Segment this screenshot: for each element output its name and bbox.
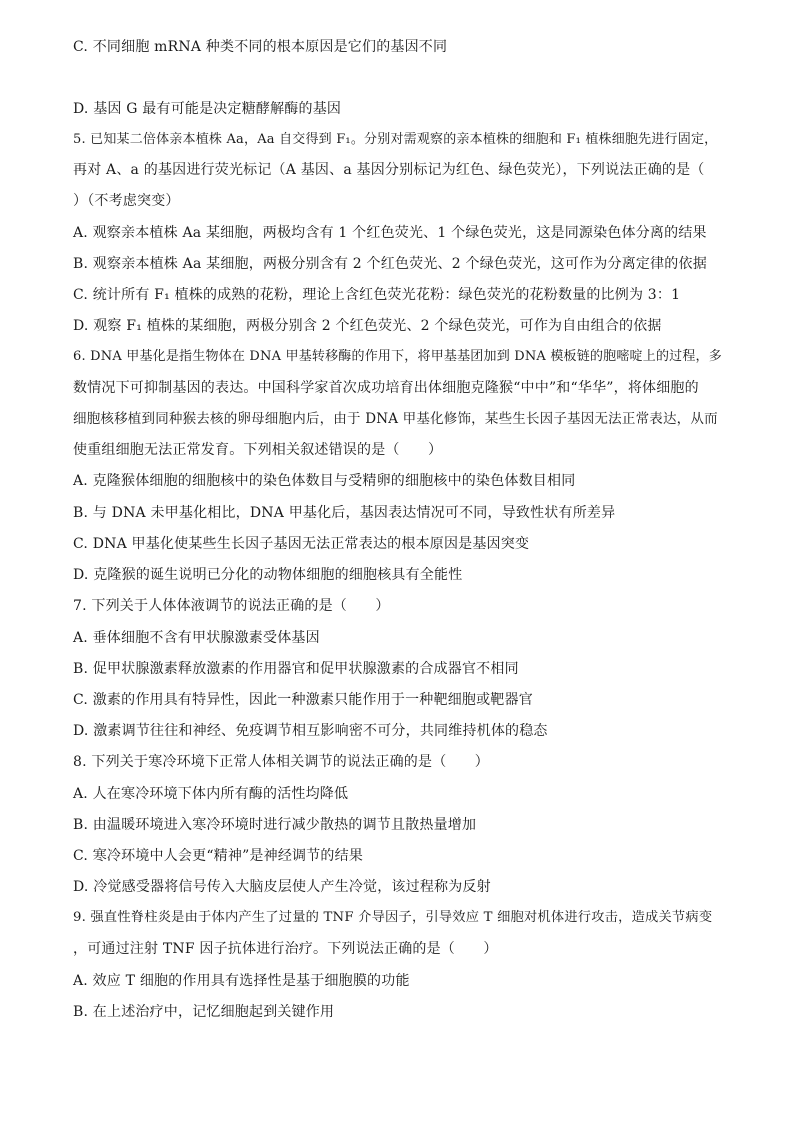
question-6-option-b: B. 与 DNA 未甲基化相比，DNA 甲基化后，基因表达情况可不同，导致性状有所差异: [73, 505, 616, 521]
question-5-option-a: A. 观察亲本植株 Aa 某细胞，两极均含有 1 个红色荧光、1 个绿色荧光，这是同源染色体分离的结果: [73, 225, 707, 241]
question-6-stem-line-4: 使重组细胞无法正常发育。下列相关叙述错误的是（ ）: [73, 442, 443, 458]
question-7-option-a: A. 垂体细胞不含有甲状腺激素受体基因: [73, 630, 320, 646]
question-9-option-a: A. 效应 T 细胞的作用具有选择性是基于细胞膜的功能: [73, 973, 410, 989]
question-8-option-d: D. 冷觉感受器将信号传入大脑皮层使人产生冷觉，该过程称为反射: [73, 879, 491, 895]
question-8-stem: 8. 下列关于寒冷环境下正常人体相关调节的说法正确的是（ ）: [73, 754, 490, 770]
question-5-option-c: C. 统计所有 F₁ 植株的成熟的花粉，理论上含红色荧光花粉：绿色荧光的花粉数量的比例为 3：1: [73, 287, 681, 303]
question-9-option-b: B. 在上述治疗中，记忆细胞起到关键作用: [73, 1004, 335, 1020]
question-7-option-b: B. 促甲状腺激素释放激素的作用器官和促甲状腺激素的合成器官不相同: [73, 661, 519, 677]
question-6-stem-line-2: 数情况下可抑制基因的表达。中国科学家首次成功培育出体细胞克隆猴“中中”和“华华”，将体细胞的: [73, 380, 699, 396]
question-8-option-a: A. 人在寒冷环境下体内所有酶的活性均降低: [73, 786, 349, 802]
question-6-stem-line-1: 6. DNA 甲基化是指生物体在 DNA 甲基转移酶的作用下，将甲基基团加到 DNA 模板链的胞嘧啶上的过程，多: [73, 349, 722, 364]
question-5-option-d: D. 观察 F₁ 植株的某细胞，两极分别含 2 个红色荧光、2 个绿色荧光，可作为自由组合的依据: [73, 318, 662, 334]
question-9-stem-line-1: 9. 强直性脊柱炎是由于体内产生了过量的 TNF 介导因子，引导效应 T 细胞对机体进行攻击，造成关节病变: [73, 910, 713, 925]
question-7-option-d: D. 激素调节往往和神经、免疫调节相互影响密不可分，共同维持机体的稳态: [73, 723, 548, 739]
question-6-stem-line-3: 细胞核移植到同种猴去核的卵母细胞内后，由于 DNA 甲基化修饰，某些生长因子基因无法正常表达，从而: [73, 411, 718, 427]
question-5-stem-line-3: ）（不考虑突变）: [73, 193, 180, 209]
question-6-option-a: A. 克隆猴体细胞的细胞核中的染色体数目与受精卵的细胞核中的染色体数目相同: [73, 473, 576, 489]
text-line-option-c: C. 不同细胞 mRNA 种类不同的根本原因是它们的基因不同: [73, 39, 448, 55]
question-5-stem-line-2: 再对 A、a 的基因进行荧光标记（A 基因、a 基因分别标记为红色、绿色荧光），下列说法正确的是（: [73, 162, 705, 178]
question-5-stem-line-1: 5. 已知某二倍体亲本植株 Aa，Aa 自交得到 F₁。分别对需观察的亲本植株的细胞和 F₁ 植株细胞先进行固定，: [73, 132, 718, 147]
question-7-option-c: C. 激素的作用具有特异性，因此一种激素只能作用于一种靶细胞或靶器官: [73, 692, 533, 708]
question-7-stem: 7. 下列关于人体体液调节的说法正确的是（ ）: [73, 598, 390, 614]
question-5-option-b: B. 观察亲本植株 Aa 某细胞，两极分别含有 2 个红色荧光、2 个绿色荧光，这可作为分离定律的依据: [73, 256, 707, 272]
text-line-option-d: D. 基因 G 最有可能是决定糖酵解酶的基因: [73, 101, 342, 117]
question-9-stem-line-2: ，可通过注射 TNF 因子抗体进行治疗。下列说法正确的是（ ）: [73, 941, 498, 957]
question-6-option-c: C. DNA 甲基化使某些生长因子基因无法正常表达的根本原因是基因突变: [73, 536, 530, 552]
question-8-option-b: B. 由温暖环境进入寒冷环境时进行减少散热的调节且散热量增加: [73, 817, 477, 833]
question-8-option-c: C. 寒冷环境中人会更“精神”是神经调节的结果: [73, 848, 364, 864]
question-6-option-d: D. 克隆猴的诞生说明已分化的动物体细胞的细胞核具有全能性: [73, 567, 463, 583]
